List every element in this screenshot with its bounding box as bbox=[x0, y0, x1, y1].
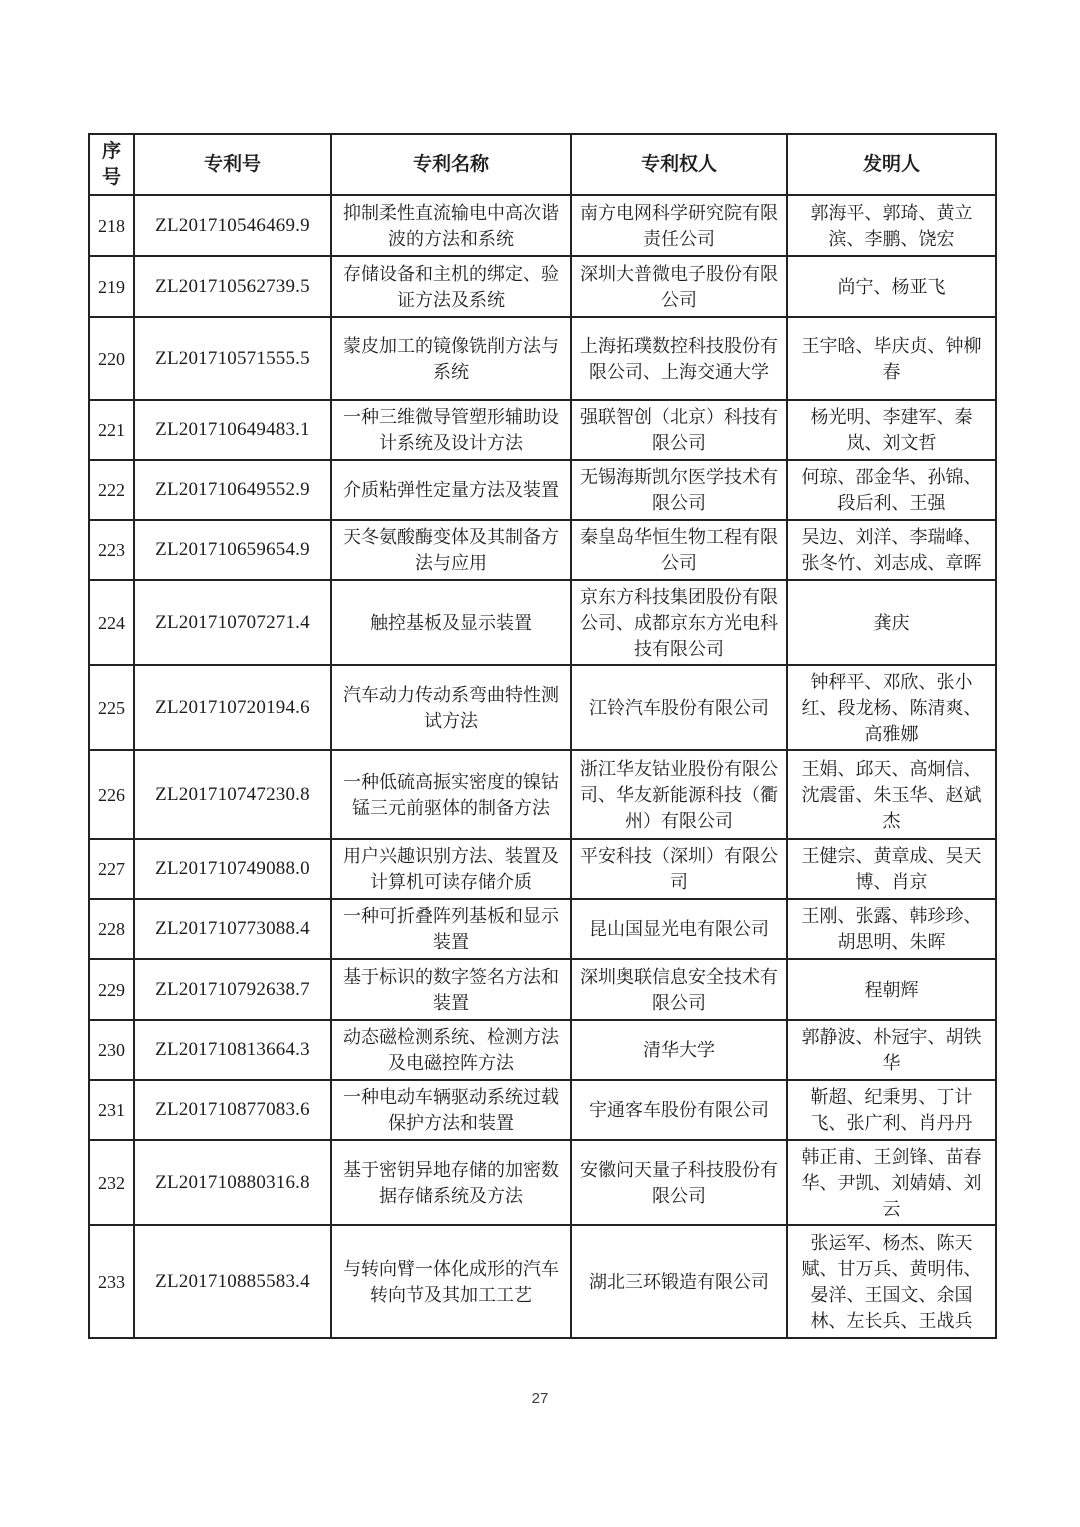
header-patent-owner: 专利权人 bbox=[571, 134, 787, 195]
cell-patent-title: 一种电动车辆驱动系统过载保护方法和装置 bbox=[331, 1080, 571, 1140]
cell-patent-title: 与转向臂一体化成形的汽车转向节及其加工工艺 bbox=[331, 1225, 571, 1338]
cell-inventors: 尚宁、杨亚飞 bbox=[787, 256, 996, 317]
cell-serial-number: 229 bbox=[89, 959, 134, 1020]
cell-patent-title: 触控基板及显示装置 bbox=[331, 580, 571, 665]
cell-inventors: 靳超、纪秉男、丁计飞、张广利、肖丹丹 bbox=[787, 1080, 996, 1140]
header-patent-title: 专利名称 bbox=[331, 134, 571, 195]
cell-patent-owner: 秦皇岛华恒生物工程有限公司 bbox=[571, 520, 787, 580]
cell-patent-owner: 深圳奥联信息安全技术有限公司 bbox=[571, 959, 787, 1020]
cell-serial-number: 226 bbox=[89, 750, 134, 839]
cell-patent-number: ZL201710659654.9 bbox=[134, 520, 331, 580]
cell-patent-owner: 无锡海斯凯尔医学技术有限公司 bbox=[571, 460, 787, 520]
cell-inventors: 王娟、邱天、高炯信、沈震雷、朱玉华、赵斌杰 bbox=[787, 750, 996, 839]
cell-patent-owner: 江铃汽车股份有限公司 bbox=[571, 665, 787, 750]
cell-patent-number: ZL201710747230.8 bbox=[134, 750, 331, 839]
cell-inventors: 吴边、刘洋、李瑞峰、张冬竹、刘志成、章晖 bbox=[787, 520, 996, 580]
cell-inventors: 程朝辉 bbox=[787, 959, 996, 1020]
table-row bbox=[89, 256, 996, 317]
cell-patent-title: 存储设备和主机的绑定、验证方法及系统 bbox=[331, 256, 571, 317]
cell-serial-number: 224 bbox=[89, 580, 134, 665]
table-row bbox=[89, 460, 996, 520]
cell-inventors: 何琼、邵金华、孙锦、段后利、王强 bbox=[787, 460, 996, 520]
patent-table bbox=[88, 133, 997, 1339]
cell-patent-number: ZL201710749088.0 bbox=[134, 839, 331, 899]
table-row bbox=[89, 317, 996, 400]
cell-patent-owner: 湖北三环锻造有限公司 bbox=[571, 1225, 787, 1338]
cell-patent-number: ZL201710877083.6 bbox=[134, 1080, 331, 1140]
table-row bbox=[89, 899, 996, 959]
cell-inventors: 韩正甫、王剑锋、苗春华、尹凯、刘婧婧、刘云 bbox=[787, 1140, 996, 1225]
cell-serial-number: 220 bbox=[89, 317, 134, 400]
cell-patent-owner: 京东方科技集团股份有限公司、成都京东方光电科技有限公司 bbox=[571, 580, 787, 665]
cell-inventors: 郭静波、朴冠宇、胡铁华 bbox=[787, 1020, 996, 1080]
cell-inventors: 王刚、张露、韩珍珍、胡思明、朱晖 bbox=[787, 899, 996, 959]
cell-serial-number: 223 bbox=[89, 520, 134, 580]
cell-patent-title: 一种三维微导管塑形辅助设计系统及设计方法 bbox=[331, 400, 571, 460]
cell-patent-number: ZL201710649483.1 bbox=[134, 400, 331, 460]
cell-patent-title: 天冬氨酸酶变体及其制备方法与应用 bbox=[331, 520, 571, 580]
cell-inventors: 杨光明、李建军、秦岚、刘文哲 bbox=[787, 400, 996, 460]
cell-serial-number: 233 bbox=[89, 1225, 134, 1338]
cell-serial-number: 231 bbox=[89, 1080, 134, 1140]
table-row bbox=[89, 580, 996, 665]
page-number: 27 bbox=[531, 1390, 549, 1407]
cell-inventors: 郭海平、郭琦、黄立滨、李鹏、饶宏 bbox=[787, 195, 996, 256]
table-row bbox=[89, 1020, 996, 1080]
cell-patent-number: ZL201710562739.5 bbox=[134, 256, 331, 317]
table-row bbox=[89, 1080, 996, 1140]
cell-serial-number: 228 bbox=[89, 899, 134, 959]
cell-inventors: 王健宗、黄章成、吴天博、肖京 bbox=[787, 839, 996, 899]
cell-patent-title: 一种可折叠阵列基板和显示装置 bbox=[331, 899, 571, 959]
table-row bbox=[89, 839, 996, 899]
cell-serial-number: 225 bbox=[89, 665, 134, 750]
cell-patent-owner: 昆山国显光电有限公司 bbox=[571, 899, 787, 959]
cell-inventors: 钟秤平、邓欣、张小红、段龙杨、陈清爽、高雅娜 bbox=[787, 665, 996, 750]
cell-patent-number: ZL201710880316.8 bbox=[134, 1140, 331, 1225]
table-row bbox=[89, 1225, 996, 1338]
cell-patent-owner: 上海拓璞数控科技股份有限公司、上海交通大学 bbox=[571, 317, 787, 400]
cell-patent-title: 介质粘弹性定量方法及装置 bbox=[331, 460, 571, 520]
cell-serial-number: 232 bbox=[89, 1140, 134, 1225]
table-row bbox=[89, 959, 996, 1020]
cell-patent-title: 汽车动力传动系弯曲特性测试方法 bbox=[331, 665, 571, 750]
cell-patent-number: ZL201710792638.7 bbox=[134, 959, 331, 1020]
cell-patent-number: ZL201710546469.9 bbox=[134, 195, 331, 256]
cell-inventors: 王宇晗、毕庆贞、钟柳春 bbox=[787, 317, 996, 400]
table-row bbox=[89, 520, 996, 580]
table-row bbox=[89, 195, 996, 256]
cell-patent-owner: 清华大学 bbox=[571, 1020, 787, 1080]
cell-serial-number: 221 bbox=[89, 400, 134, 460]
cell-patent-number: ZL201710720194.6 bbox=[134, 665, 331, 750]
table-row bbox=[89, 400, 996, 460]
table-body bbox=[89, 195, 996, 1338]
table-row bbox=[89, 750, 996, 839]
cell-inventors: 张运军、杨杰、陈天赋、甘万兵、黄明伟、晏洋、王国文、余国林、左长兵、王战兵 bbox=[787, 1225, 996, 1338]
cell-patent-title: 抑制柔性直流输电中高次谐波的方法和系统 bbox=[331, 195, 571, 256]
cell-patent-title: 动态磁检测系统、检测方法及电磁控阵方法 bbox=[331, 1020, 571, 1080]
cell-patent-owner: 宇通客车股份有限公司 bbox=[571, 1080, 787, 1140]
cell-serial-number: 219 bbox=[89, 256, 134, 317]
cell-patent-title: 基于密钥异地存储的加密数据存储系统及方法 bbox=[331, 1140, 571, 1225]
cell-patent-number: ZL201710813664.3 bbox=[134, 1020, 331, 1080]
cell-patent-number: ZL201710773088.4 bbox=[134, 899, 331, 959]
cell-serial-number: 227 bbox=[89, 839, 134, 899]
cell-patent-title: 一种低硫高振实密度的镍钴锰三元前驱体的制备方法 bbox=[331, 750, 571, 839]
cell-patent-number: ZL201710707271.4 bbox=[134, 580, 331, 665]
header-serial-number: 序号 bbox=[89, 134, 134, 195]
table-row bbox=[89, 1140, 996, 1225]
cell-serial-number: 230 bbox=[89, 1020, 134, 1080]
cell-patent-number: ZL201710649552.9 bbox=[134, 460, 331, 520]
cell-serial-number: 222 bbox=[89, 460, 134, 520]
cell-patent-owner: 深圳大普微电子股份有限公司 bbox=[571, 256, 787, 317]
cell-patent-owner: 南方电网科学研究院有限责任公司 bbox=[571, 195, 787, 256]
header-patent-number: 专利号 bbox=[134, 134, 331, 195]
table-header bbox=[89, 134, 996, 195]
cell-patent-owner: 安徽问天量子科技股份有限公司 bbox=[571, 1140, 787, 1225]
cell-patent-owner: 平安科技（深圳）有限公司 bbox=[571, 839, 787, 899]
cell-serial-number: 218 bbox=[89, 195, 134, 256]
cell-patent-title: 基于标识的数字签名方法和装置 bbox=[331, 959, 571, 1020]
header-row bbox=[89, 134, 996, 195]
header-inventors: 发明人 bbox=[787, 134, 996, 195]
cell-patent-number: ZL201710571555.5 bbox=[134, 317, 331, 400]
cell-patent-title: 蒙皮加工的镜像铣削方法与系统 bbox=[331, 317, 571, 400]
cell-inventors: 龚庆 bbox=[787, 580, 996, 665]
cell-patent-number: ZL201710885583.4 bbox=[134, 1225, 331, 1338]
cell-patent-owner: 强联智创（北京）科技有限公司 bbox=[571, 400, 787, 460]
table-row bbox=[89, 665, 996, 750]
cell-patent-owner: 浙江华友钴业股份有限公司、华友新能源科技（衢州）有限公司 bbox=[571, 750, 787, 839]
cell-patent-title: 用户兴趣识别方法、装置及计算机可读存储介质 bbox=[331, 839, 571, 899]
